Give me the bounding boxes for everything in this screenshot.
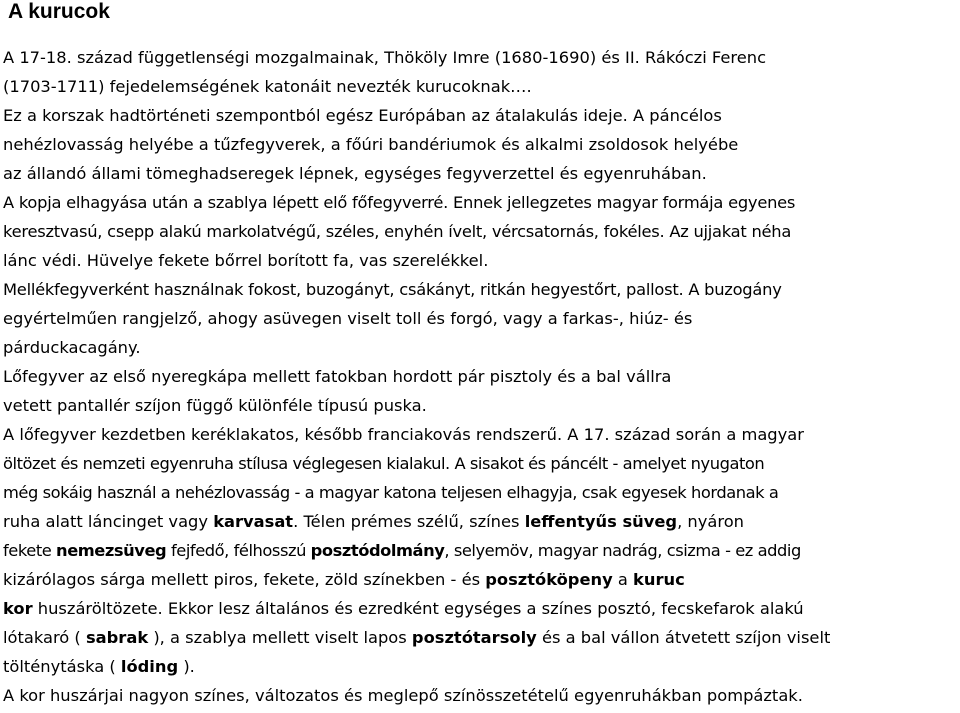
bold-term: karvasat	[213, 512, 294, 531]
text-line: nehézlovasság helyébe a tűzfegyverek, a főúri bandériumok és alkalmi zsoldosok helyébe	[3, 135, 739, 154]
bold-term: sabrak	[85, 628, 149, 647]
bold-term: lóding	[120, 657, 179, 676]
text-run: fekete	[3, 541, 57, 560]
text-line: párduckacagány.	[3, 338, 141, 357]
text-line: öltözet és nemzeti egyenruha stílusa véglegesen kialakul. A sisakot és páncélt - amelyet nyugaton	[3, 454, 765, 473]
text-line: A 17-18. század függetlenségi mozgalmainak, Thököly Imre (1680-1690) és II. Rákóczi Ferenc	[3, 48, 767, 67]
bold-term: posztóköpeny	[485, 570, 613, 589]
text-line	[3, 565, 958, 594]
text-line: az állandó állami tömeghadseregek lépnek, egységes fegyverzettel és egyenruhában.	[3, 164, 707, 183]
text-run: és a bal vállon átvetett szíjon viselt	[536, 628, 831, 647]
text-line: lánc védi. Hüvelye fekete bőrrel borított fa, vas szerelékkel.	[3, 251, 489, 270]
bold-term: leffentyűs süveg	[524, 512, 678, 531]
body-text	[3, 43, 958, 710]
text-run: fejfedő, félhosszú	[166, 541, 311, 560]
text-run: huszáröltözete. Ekkor lesz általános és ezredként egységes a színes posztó, fecskefarok alakú	[32, 599, 804, 618]
slide-title: A kurucok	[8, 0, 110, 23]
text-run: , nyáron	[677, 512, 744, 531]
text-line	[3, 594, 958, 623]
bold-term: posztódolmány	[310, 541, 445, 560]
text-line: egyértelműen rangjelző, ahogy asüvegen viselt toll és forgó, vagy a farkas-, hiúz- és	[3, 309, 693, 328]
text-line	[3, 623, 958, 652]
bold-term: kor	[3, 599, 33, 618]
text-run: ).	[178, 657, 195, 676]
text-line: vetett pantallér szíjon függő különféle típusú puska.	[3, 396, 427, 415]
text-run: . Télen prémes szélű, színes	[293, 512, 525, 531]
text-line: (1703-1711) fejedelemségének katonáit nevezték kurucoknak….	[3, 77, 532, 96]
text-line: Lőfegyver az első nyeregkápa mellett fatokban hordott pár pisztoly és a bal vállra	[3, 367, 672, 386]
text-line: Ez a korszak hadtörténeti szempontból egész Európában az átalakulás ideje. A páncélos	[3, 106, 722, 125]
text-run: tölténytáska (	[3, 657, 121, 676]
text-line	[3, 536, 958, 565]
bold-term: nemezsüveg	[56, 541, 167, 560]
text-run: lótakaró (	[3, 628, 86, 647]
text-line: A lőfegyver kezdetben keréklakatos, később franciakovás rendszerű. A 17. század során a magyar	[3, 425, 804, 444]
text-line	[3, 652, 958, 681]
bold-term: kuruc	[633, 570, 685, 589]
text-line: még sokáig használ a nehézlovasság - a magyar katona teljesen elhagyja, csak egyesek hordanak a	[3, 483, 779, 502]
text-line	[3, 507, 958, 536]
text-line: A kor huszárjai nagyon színes, változatos és meglepő színösszetételű egyenruhákban pompáztak.	[3, 686, 803, 705]
bold-term: posztótarsoly	[411, 628, 537, 647]
text-run: , selyemöv, magyar nadrág, csizma - ez addig	[444, 541, 801, 560]
text-run: a	[612, 570, 634, 589]
text-line: A kopja elhagyása után a szablya lépett elő főfegyverré. Ennek jellegzetes magyar formája egyenes	[3, 193, 796, 212]
text-line: Mellékfegyverként használnak fokost, buzogányt, csákányt, ritkán hegyestőrt, pallost. A buzogány	[3, 280, 782, 299]
text-run: ), a szablya mellett viselt lapos	[148, 628, 412, 647]
text-run: ruha alatt láncinget vagy	[3, 512, 214, 531]
text-line: keresztvasú, csepp alakú markolatvégű, széles, enyhén ívelt, vércsatornás, fokéles. Az ujjakat néha	[3, 222, 792, 241]
text-run: kizárólagos sárga mellett piros, fekete, zöld színekben - és	[3, 570, 486, 589]
